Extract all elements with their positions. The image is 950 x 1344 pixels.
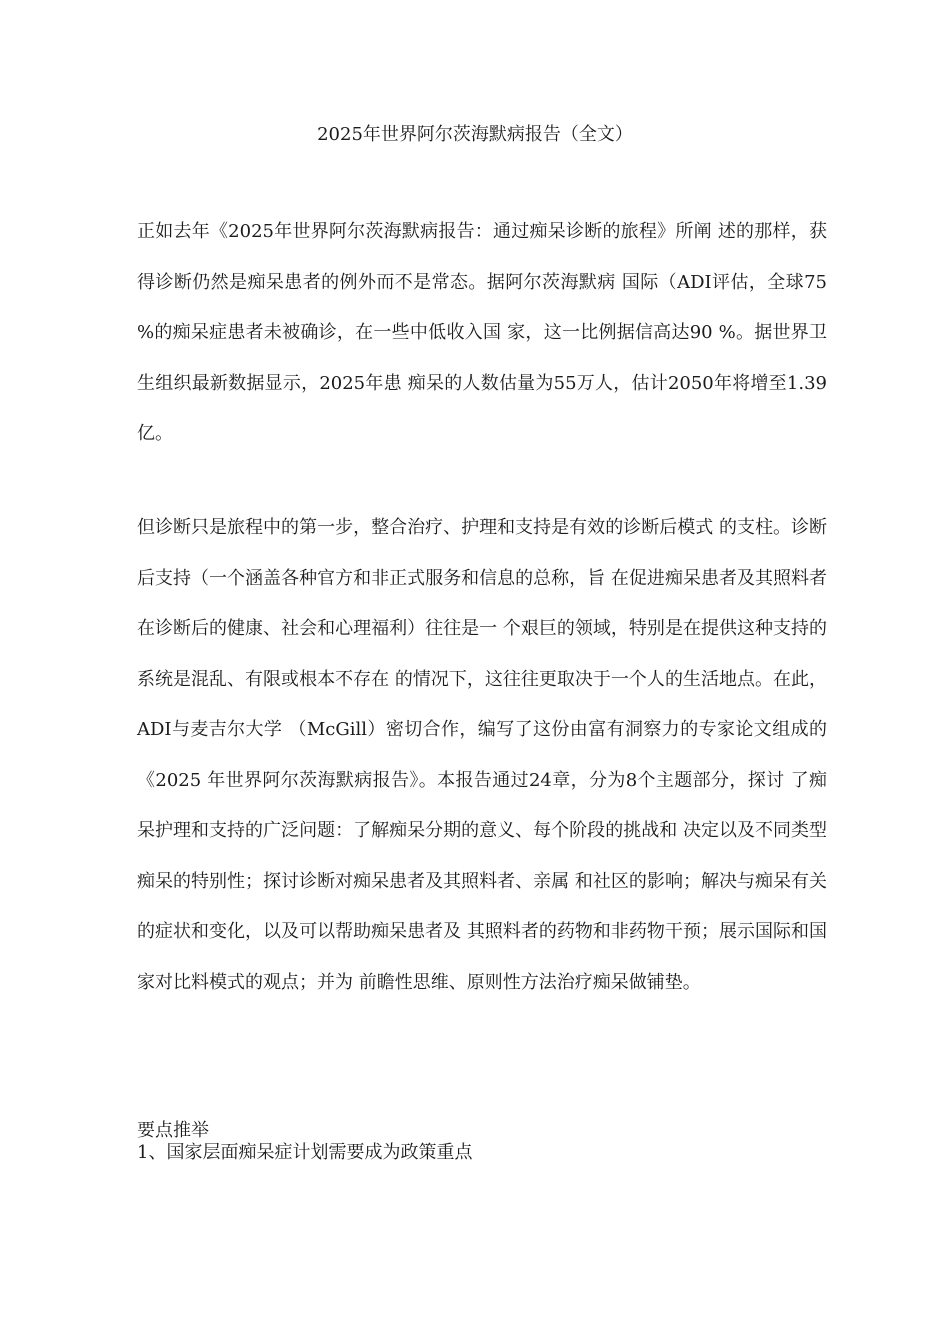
document-title: 2025年世界阿尔茨海默病报告（全文） — [317, 124, 633, 145]
key-points-heading: 要点推举 — [137, 1120, 209, 1141]
key-points-list — [137, 1140, 472, 1166]
paragraph-intro: 正如去年《2025年世界阿尔茨海默病报告：通过痴呆诊断的旅程》所阐 述的那样，获得诊断仍然是痴呆患者的例外而不是常态。据阿尔茨海默病 国际（ADI评估，全球75 %的痴呆症患者未被确诊，在一些中低收入国 家，这一比例据信高达90 %。据世界卫生组织最新数据显示，2025年患 痴呆的人数估量为55万人，估计2050年将增至1.39亿。 — [137, 221, 827, 444]
paragraph-report-overview: 但诊断只是旅程中的第一步，整合治疗、护理和支持是有效的诊断后模式 的支柱。诊断后支持（一个涵盖各种官方和非正式服务和信息的总称，旨 在促进痴呆患者及其照料者在诊断后的健康、社会和心理福利）往往是一 个艰巨的领域，特别是在提供这种支持的系统是混乱、有限或根本不存在 的情况下，这往往更取决于一个人的生活地点。在此，ADI与麦吉尔大学 （McGill）密切合作，编写了这份由富有洞察力的专家论文组成的《2025 年世界阿尔茨海默病报告》。本报告通过24章，分为8个主题部分，探讨 了痴呆护理和支持的广泛问题：了解痴呆分期的意义、每个阶段的挑战和 决定以及不同类型痴呆的特别性；探讨诊断对痴呆患者及其照料者、亲属 和社区的影响；解决与痴呆有关的症状和变化，以及可以帮助痴呆患者及 其照料者的药物和非药物干预；展示国际和国家对比料模式的观点；并为 前瞻性思维、原则性方法治疗痴呆做铺垫。 — [137, 517, 827, 993]
key-point-item: 1、国家层面痴呆症计划需要成为政策重点 — [137, 1142, 473, 1163]
